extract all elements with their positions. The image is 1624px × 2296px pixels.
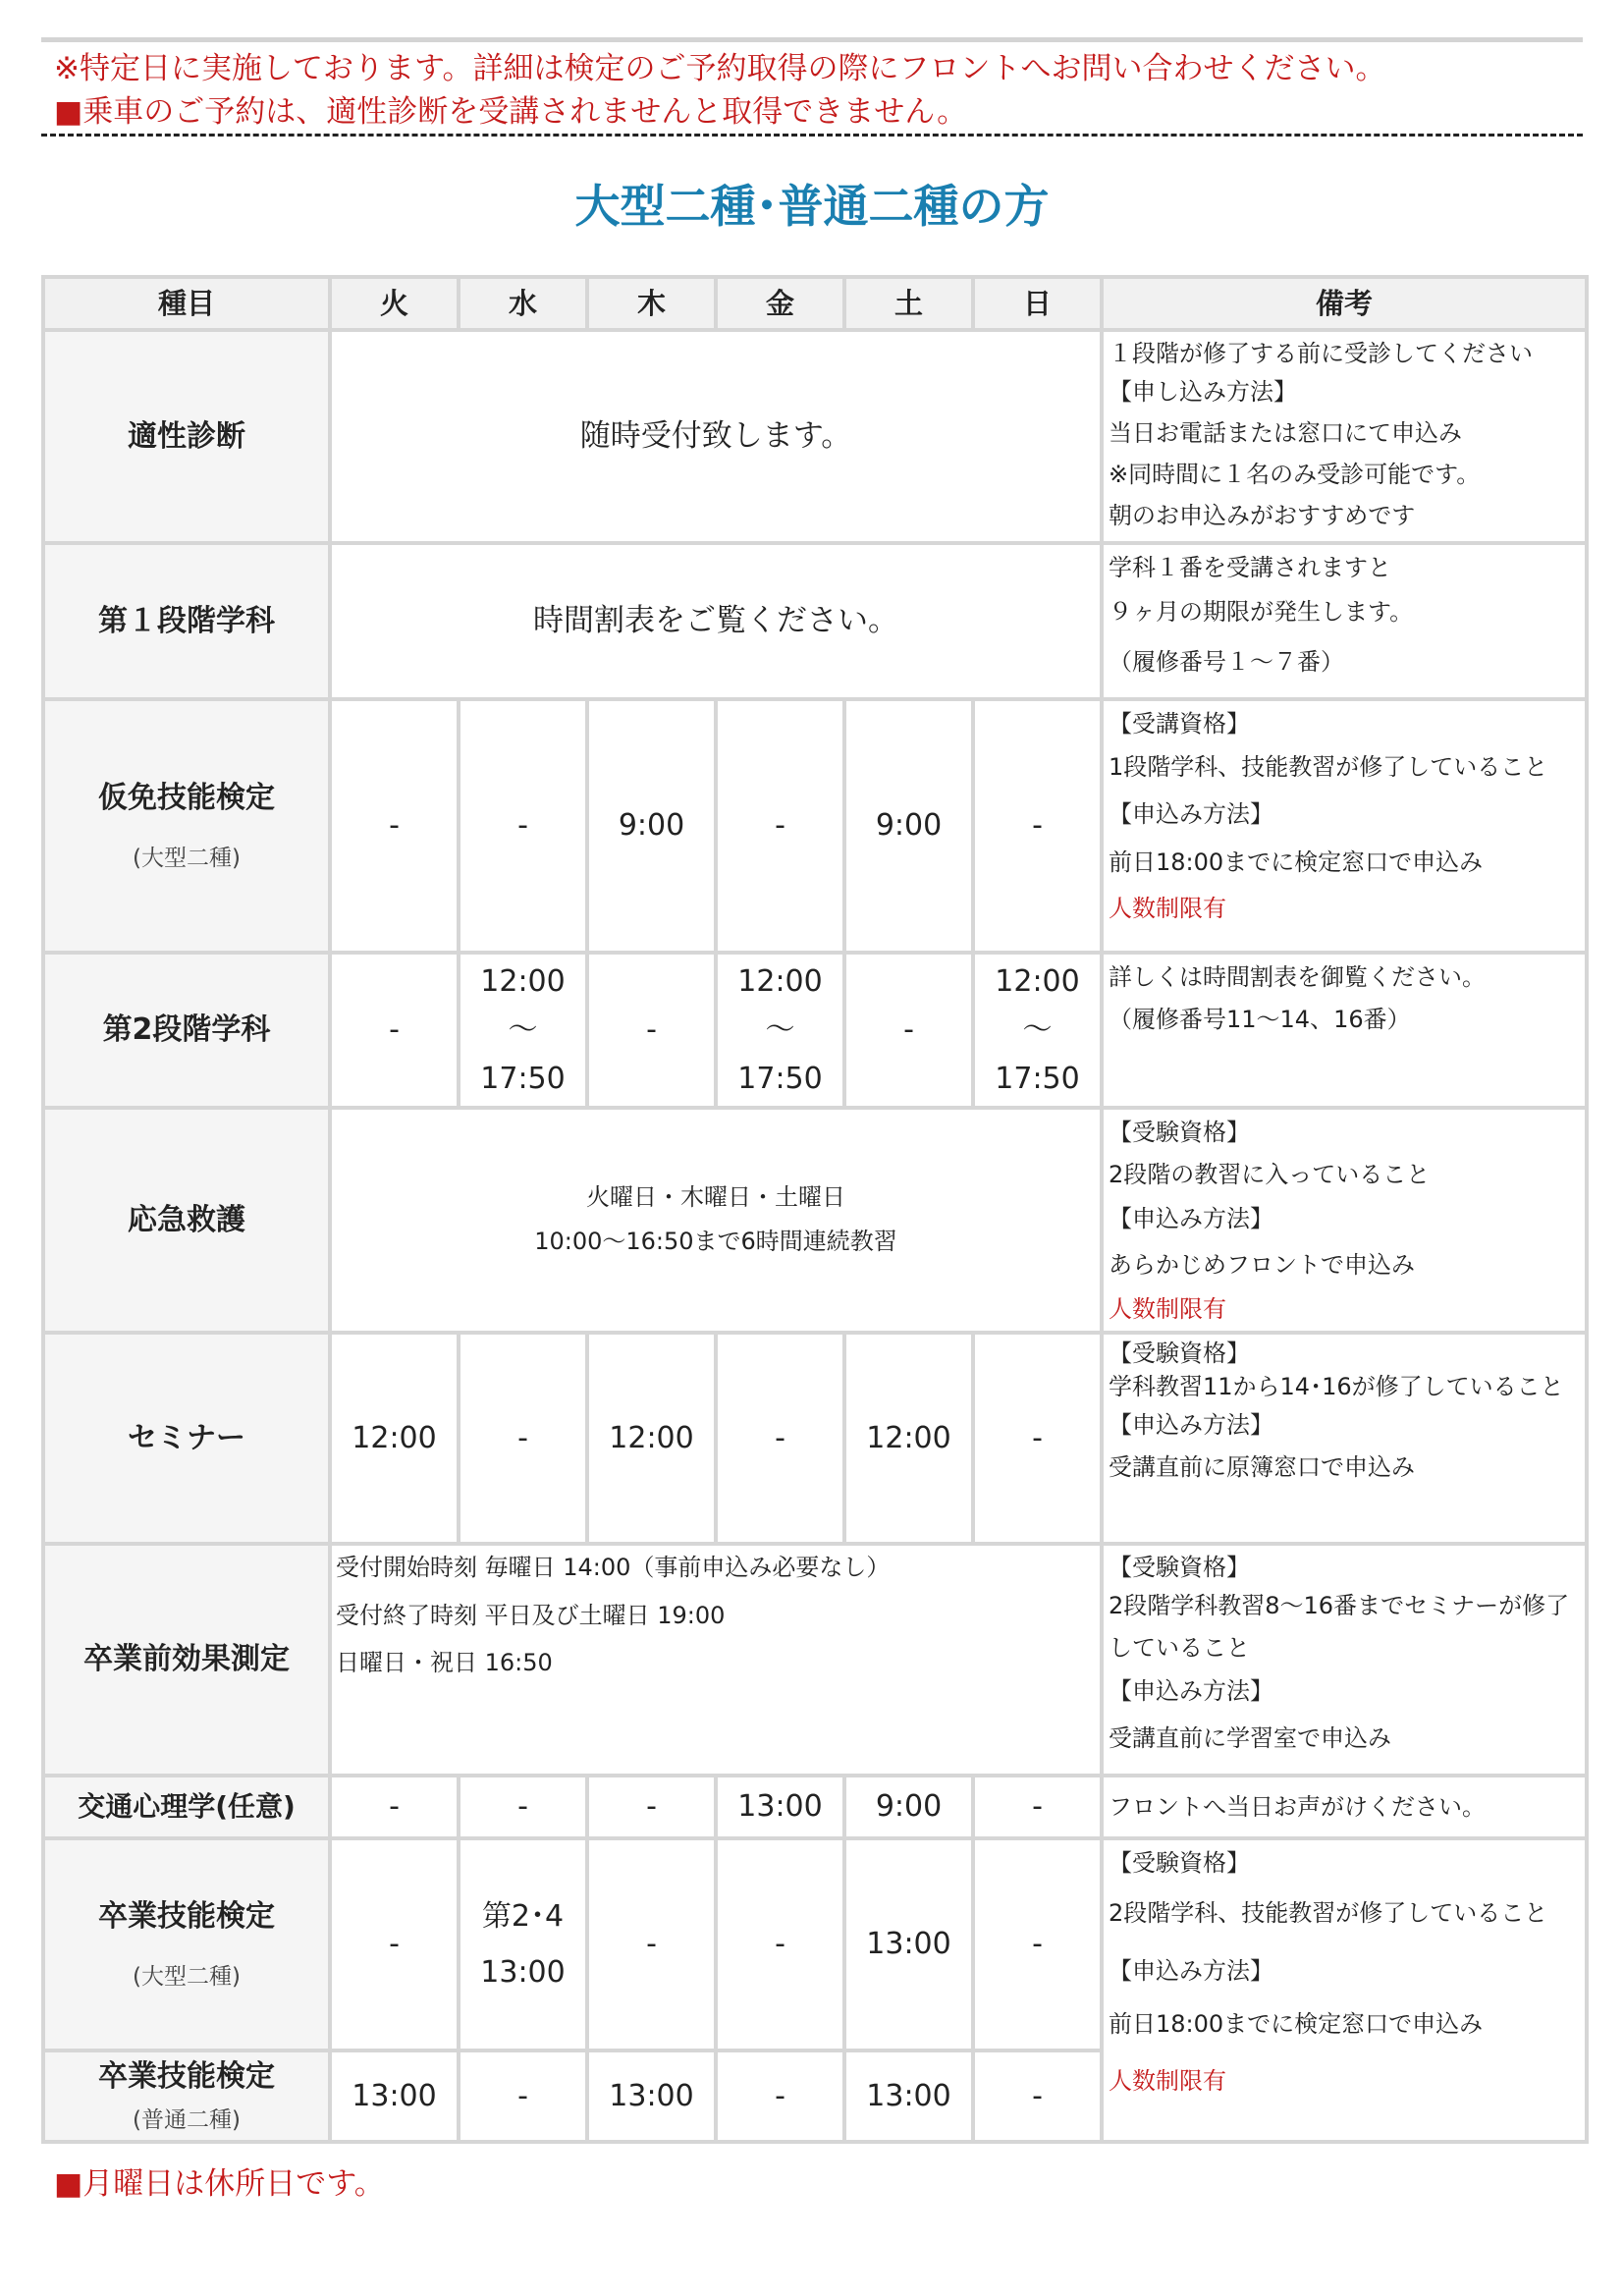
remarks-cell bbox=[1104, 545, 1585, 697]
row-sub: (大型二種) bbox=[133, 845, 241, 871]
cell-wed: - bbox=[460, 701, 585, 951]
remarks-cell bbox=[1104, 1840, 1585, 2140]
row-sub: (大型二種) bbox=[133, 1963, 241, 1990]
span-line: 10:00～16:50まで6時間連続教習 bbox=[534, 1228, 897, 1256]
cell-fri: 12:00 ～ 17:50 bbox=[718, 955, 842, 1106]
remark-line: フロントへ当日お声がけください。 bbox=[1109, 1792, 1486, 1821]
cell-sun: - bbox=[975, 1840, 1100, 2049]
remark-line: （履修番号11～14、16番） bbox=[1109, 1006, 1411, 1034]
cell-sat: 9:00 bbox=[846, 1777, 971, 1836]
span-line: 受付終了時刻 平日及び土曜日 19:00 bbox=[336, 1601, 726, 1629]
footer-closed-monday: ■月曜日は休所日です。 bbox=[54, 2166, 385, 2202]
row-name: 応急救護 bbox=[45, 1110, 328, 1331]
row-name: 第１段階学科 bbox=[45, 545, 328, 697]
row-name: 卒業前効果測定 bbox=[45, 1546, 328, 1774]
cell-sat: - bbox=[846, 955, 971, 1106]
notice-special-days: ※特定日に実施しております。詳細は検定のご予約取得の際にフロントへお問い合わせください。 bbox=[54, 51, 1386, 86]
remark-line: 【受講資格】 bbox=[1109, 710, 1250, 738]
row-name-cell bbox=[45, 1840, 328, 2049]
table-row bbox=[45, 701, 1585, 951]
top-rule bbox=[41, 37, 1583, 42]
remark-limit: 人数制限有 bbox=[1109, 1294, 1226, 1323]
row-name: セミナー bbox=[45, 1335, 328, 1542]
remark-line: あらかじめフロントで申込み bbox=[1109, 1250, 1415, 1279]
header-row bbox=[45, 279, 1585, 328]
cell-fri: - bbox=[718, 1840, 842, 2049]
page-title: 大型二種･普通二種の方 bbox=[574, 180, 1050, 233]
remark-line: 受講直前に原簿窓口で申込み bbox=[1109, 1452, 1415, 1481]
row-sub: (普通二種) bbox=[133, 2107, 241, 2134]
header-category: 種目 bbox=[45, 279, 328, 328]
cell-thu: - bbox=[589, 1777, 714, 1836]
cell-tue: - bbox=[332, 701, 457, 951]
cell-sun: - bbox=[975, 1335, 1100, 1542]
header-wed: 水 bbox=[460, 279, 585, 328]
remark-line: 前日18:00までに検定窓口で申込み bbox=[1109, 2009, 1484, 2038]
row-name: 卒業技能検定 bbox=[98, 2058, 275, 2094]
header-remarks: 備考 bbox=[1104, 279, 1585, 328]
header-fri: 金 bbox=[718, 279, 842, 328]
remarks-cell bbox=[1104, 701, 1585, 951]
cell-tue: 12:00 bbox=[332, 1335, 457, 1542]
cell-tue: - bbox=[332, 955, 457, 1106]
remark-line: 前日18:00までに検定窓口で申込み bbox=[1109, 848, 1484, 877]
remark-line: 【申込み方法】 bbox=[1109, 1677, 1273, 1706]
table-row bbox=[45, 332, 1585, 541]
remark-line: １段階が修了する前に受診してください bbox=[1109, 340, 1533, 367]
remark-line: 【申込み方法】 bbox=[1109, 799, 1273, 828]
remark-line: 【受験資格】 bbox=[1109, 1339, 1250, 1367]
remark-line: 2段階学科、技能教習が修了していること bbox=[1109, 1899, 1548, 1928]
span-line: 日曜日・祝日 16:50 bbox=[336, 1649, 553, 1677]
cell-sat: 12:00 bbox=[846, 1335, 971, 1542]
remark-line: 【申込み方法】 bbox=[1109, 1956, 1273, 1985]
cell-fri: - bbox=[718, 701, 842, 951]
span-cell bbox=[332, 1546, 1100, 1774]
remark-line: 受講直前に学習室で申込み bbox=[1109, 1723, 1391, 1752]
remark-line: 【受験資格】 bbox=[1109, 1119, 1250, 1146]
remark-line: 当日お電話または窓口にて申込み bbox=[1109, 419, 1462, 447]
cell-thu: 13:00 bbox=[589, 2052, 714, 2140]
row-name: 適性診断 bbox=[45, 332, 328, 541]
span-cell bbox=[332, 1110, 1100, 1331]
schedule-table bbox=[41, 275, 1589, 2144]
cell-fri: 13:00 bbox=[718, 1777, 842, 1836]
cell-sun: - bbox=[975, 1777, 1100, 1836]
remark-line: 2段階の教習に入っていること bbox=[1109, 1161, 1431, 1189]
remark-line: 朝のお申込みがおすすめです bbox=[1109, 502, 1416, 529]
remark-line: ※同時間に１名のみ受診可能です。 bbox=[1109, 461, 1481, 488]
cell-wed: 第2･4 13:00 bbox=[460, 1840, 585, 2049]
remarks-cell bbox=[1104, 332, 1585, 541]
cell-wed: - bbox=[460, 1335, 585, 1542]
header-sat: 土 bbox=[846, 279, 971, 328]
remark-line: 【申し込み方法】 bbox=[1109, 378, 1297, 406]
cell-thu: - bbox=[589, 955, 714, 1106]
remarks-cell bbox=[1104, 1546, 1585, 1774]
remark-line: 【受験資格】 bbox=[1109, 1848, 1250, 1877]
remark-limit: 人数制限有 bbox=[1109, 895, 1226, 923]
cell-wed: - bbox=[460, 1777, 585, 1836]
table-row bbox=[45, 545, 1585, 697]
cell-sat: 9:00 bbox=[846, 701, 971, 951]
remarks-cell bbox=[1104, 1335, 1585, 1542]
remark-line: 詳しくは時間割表を御覧ください。 bbox=[1109, 963, 1486, 991]
cell-wed: - bbox=[460, 2052, 585, 2140]
row-name-cell bbox=[45, 2052, 328, 2140]
cell-sun: - bbox=[975, 701, 1100, 951]
cell-thu: - bbox=[589, 1840, 714, 2049]
cell-tue: 13:00 bbox=[332, 2052, 457, 2140]
cell-sat: 13:00 bbox=[846, 2052, 971, 2140]
cell-fri: - bbox=[718, 2052, 842, 2140]
span-cell: 時間割表をご覧ください。 bbox=[332, 545, 1100, 697]
remark-line: ９ヶ月の期限が発生します。 bbox=[1109, 598, 1414, 627]
remark-line: （履修番号１～７番） bbox=[1109, 648, 1344, 677]
row-name: 第2段階学科 bbox=[45, 955, 328, 1106]
remark-line: 【受験資格】 bbox=[1109, 1553, 1250, 1581]
remark-line: 2段階学科教習8～16番までセミナーが修了していること bbox=[1109, 1591, 1570, 1662]
remark-line: 【申込み方法】 bbox=[1109, 1411, 1273, 1440]
cell-wed: 12:00 ～ 17:50 bbox=[460, 955, 585, 1106]
header-tue: 火 bbox=[332, 279, 457, 328]
table-row bbox=[45, 1110, 1585, 1331]
cell-sun: 12:00 ～ 17:50 bbox=[975, 955, 1100, 1106]
table-row bbox=[45, 955, 1585, 1106]
dashed-divider bbox=[41, 134, 1583, 137]
table-row bbox=[45, 1335, 1585, 1542]
remarks-cell bbox=[1104, 1110, 1585, 1331]
cell-tue: - bbox=[332, 1777, 457, 1836]
remark-limit: 人数制限有 bbox=[1109, 2066, 1226, 2095]
cell-thu: 12:00 bbox=[589, 1335, 714, 1542]
row-name-cell bbox=[45, 701, 328, 951]
cell-fri: - bbox=[718, 1335, 842, 1542]
remark-line: 1段階学科、技能教習が修了していること bbox=[1109, 753, 1548, 782]
span-line: 火曜日・木曜日・土曜日 bbox=[586, 1182, 845, 1211]
notice-aptitude-required: ■乗車のご予約は、適性診断を受講されませんと取得できません。 bbox=[54, 94, 968, 130]
remark-line: 学科１番を受講されますと bbox=[1109, 554, 1391, 581]
span-line: 受付開始時刻 毎曜日 14:00（事前申込み必要なし） bbox=[336, 1553, 891, 1581]
remark-line: 【申込み方法】 bbox=[1109, 1205, 1273, 1233]
header-thu: 木 bbox=[589, 279, 714, 328]
remarks-cell bbox=[1104, 1777, 1585, 1836]
remarks-cell bbox=[1104, 955, 1585, 1106]
cell-sat: 13:00 bbox=[846, 1840, 971, 2049]
table-row bbox=[45, 1840, 1585, 2049]
row-name: 卒業技能検定 bbox=[98, 1899, 275, 1935]
table-row bbox=[45, 1777, 1585, 1836]
cell-thu: 9:00 bbox=[589, 701, 714, 951]
row-name: 交通心理学(任意) bbox=[45, 1777, 328, 1836]
cell-sun: - bbox=[975, 2052, 1100, 2140]
header-sun: 日 bbox=[975, 279, 1100, 328]
cell-tue: - bbox=[332, 1840, 457, 2049]
row-name: 仮免技能検定 bbox=[98, 781, 275, 816]
span-cell: 随時受付致します。 bbox=[332, 332, 1100, 541]
table-row bbox=[45, 1546, 1585, 1774]
remark-line: 学科教習11から14･16が修了していること bbox=[1109, 1372, 1564, 1400]
